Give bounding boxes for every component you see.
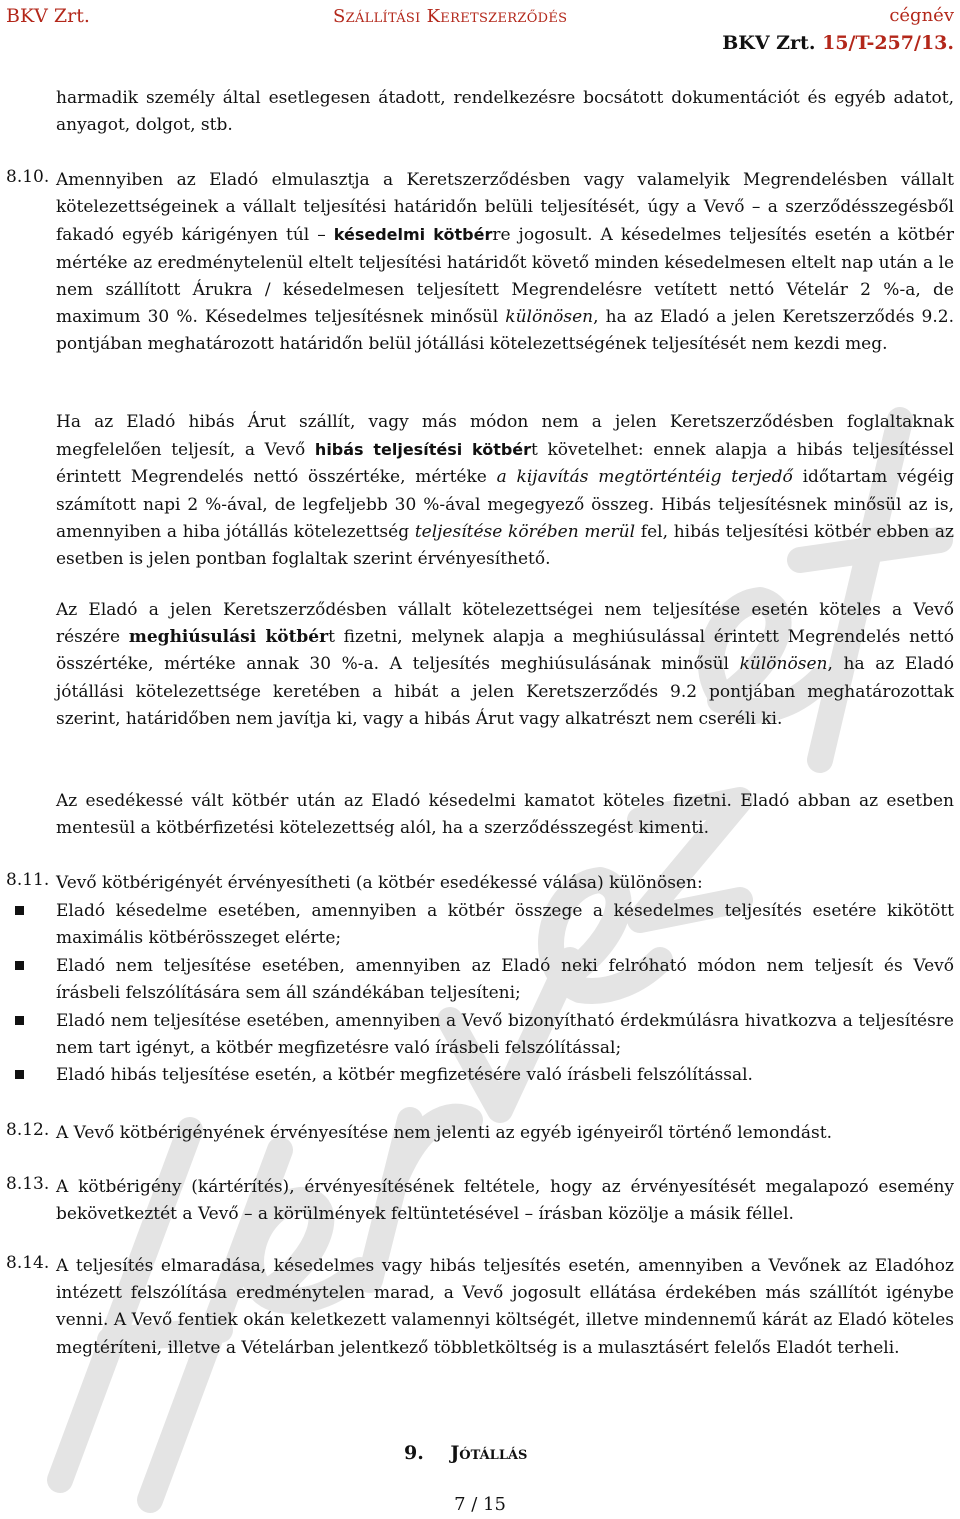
clause-8-10-p2 xyxy=(56,409,954,573)
clause-8-14: A teljesítés elmaradása, késedelmes vagy hibás teljesítés esetén, amennyiben a Vevőnek az Eladóhoz intézett felszólítása eredménytelen marad, a Vevő jogosult ellátása érdekében más szállítót igénybe venni. A Vevő fentiek okán keletkezett valamennyi költségét, illetve mindennemű kárát az Eladó köteles megtéríteni, illetve a Vételárban jelentkező többletköltség is a mulasztásért felelős Eladót terheli. xyxy=(56,1256,954,1358)
italic-term: különösen xyxy=(739,654,828,675)
clause-8-12: A Vevő kötbérigényének érvényesítése nem jelenti az egyéb igényeiről történő lemondást. xyxy=(56,1123,833,1143)
italic-term: a kijavítás megtörténtéig terjedő xyxy=(496,467,793,488)
list-item xyxy=(56,953,954,1008)
section-number: 9. xyxy=(404,1442,424,1464)
text: , ha az Eladó jótállási kötelezettsége keretében a hibát a jelen Keretszerződés 9.2 pontjában meghatározottak szerint, határidőben nem javítja ki, vagy a hibás Árut vagy alkatrészt nem cseréli ki. xyxy=(56,654,955,729)
intro-paragraph: harmadik személy által esetlegesen átadott, rendelkezésre bocsátott dokumentációt és egyéb adatot, anyagot, dolgot, stb. xyxy=(56,88,954,136)
header-company: BKV Zrt. xyxy=(6,5,90,27)
header-contract-id xyxy=(722,32,954,54)
clause-number-8-11: 8.11. xyxy=(6,870,50,890)
bullet-square-icon xyxy=(15,1070,24,1079)
list-item-text: Eladó nem teljesítése esetében, amennyiben a Vevő bizonyítható érdekmúlásra hivatkozva a teljesítésre nem tart igényt, a kötbér megfizetésre való írásbeli felszólítással; xyxy=(56,1010,954,1059)
italic-term: különösen xyxy=(505,307,594,328)
text: , ha az Eladó a jelen Keretszerződés 9.2. pontjában meghatározott határidőn belül jótállási kötelezettségének teljesítését nem kezdi meg. xyxy=(56,307,954,355)
section-title: Jótállás xyxy=(450,1442,528,1464)
clause-8-13: A kötbérigény (kártérítés), érvényesítésének feltétele, hogy az érvényesítését megalapozó esemény bekövetkeztét a Vevő – a körülmények feltüntetésével – írásban közölje a másik féllel. xyxy=(56,1177,954,1225)
text: t fizetni, melynek alapja a meghiúsulással érintett Megrendelés nettó összértéke, mértéke annak 30 %-a. A teljesítés meghiúsulásának minősül xyxy=(56,627,954,675)
header-tag: cégnév xyxy=(889,5,954,26)
page-header xyxy=(0,0,960,60)
list-item-text: Eladó késedelme esetében, amennyiben a kötbér összege a késedelmes teljesítés esetére kikötött maximális kötbérösszeget elérte; xyxy=(56,901,954,949)
list-item-text: Eladó hibás teljesítése esetén, a kötbér megfizetésére való írásbeli felszólítással. xyxy=(56,1065,753,1086)
clause-8-10-p1 xyxy=(56,167,954,358)
bullet-square-icon xyxy=(15,906,24,915)
text: t követelhet: ennek alapja a hibás teljesítéssel érintett Megrendelés nettó összértéke, mértéke xyxy=(56,440,954,488)
clause-8-10-p3 xyxy=(56,597,954,733)
clause-number-8-13: 8.13. xyxy=(6,1174,50,1194)
list-item-text: Eladó nem teljesítése esetében, amennyiben az Eladó neki felróható módon nem teljesít és Vevő írásbeli felszólítására sem áll szándékában teljesíteni; xyxy=(56,955,954,1004)
text: Ha az Eladó hibás Árut szállít, vagy más módon nem a jelen Keretszerződésben foglaltaknak megfelelően teljesít, a Vevő xyxy=(56,412,954,461)
text: Az Eladó a jelen Keretszerződésben vállalt kötelezettségei nem teljesítése esetén köteles a Vevő részére xyxy=(56,600,954,648)
bold-term: meghiúsulási kötbér xyxy=(128,627,329,648)
clause-number-8-10: 8.10. xyxy=(6,167,50,187)
text: időtartam végéig számított napi 2 %-ával, de legfeljebb 30 %-ával megegyező összeg. Hibás teljesítésnek minősül az is, amennyiben a hiba jótállás kötelezettség xyxy=(56,467,955,542)
clause-number-8-14: 8.14. xyxy=(6,1253,50,1273)
bullet-square-icon xyxy=(15,961,24,970)
bold-term: késedelmi kötbér xyxy=(333,225,493,245)
header-title: Szállítási Keretszerződés xyxy=(333,6,568,27)
header-id-number: 15/T-257/13. xyxy=(822,32,954,54)
bullet-square-icon xyxy=(15,1016,24,1025)
list-item xyxy=(56,898,954,953)
clause-8-10-p4: Az esedékessé vált kötbér után az Eladó késedelmi kamatot köteles fizetni. Eladó abban az esetben mentesül a kötbérfizetési kötelezettség alól, ha a szerződésszegést kimenti. xyxy=(56,791,954,839)
header-id-prefix: BKV Zrt. xyxy=(722,32,823,54)
section-heading xyxy=(404,1442,527,1464)
list-item xyxy=(56,1062,954,1089)
clause-number-8-12: 8.12. xyxy=(6,1120,50,1140)
bold-term: hibás teljesítési kötbér xyxy=(314,440,532,460)
italic-term: teljesítése körében merül xyxy=(414,521,636,542)
text: re jogosult. A késedelmes teljesítés esetén a kötbér mértéke az eredménytelenül eltelt teljesítési határidőt követő minden késedelmesen eltelt nap után a le nem szállított Árukra / késedelmesen teljesített Megrendelésre vetített nettó Vételár 2 %-a, de maximum 30 %. Késedelmes teljesítésnek minősül xyxy=(56,225,954,328)
text: Amennyiben az Eladó elmulasztja a Keretszerződésben vagy valamelyik Megrendelésben vállalt kötelezettségeinek a vállalt teljesítési határidőn belüli teljesítését, úgy a Vevő – a szerződésszegésből fakadó egyéb kárigényen túl – xyxy=(56,170,954,246)
text: fel, hibás teljesítési kötbér ebben az esetben is jelen pontban foglaltak szerint érvényesíthető. xyxy=(56,521,955,570)
list-item xyxy=(56,1008,954,1063)
clause-8-11-list xyxy=(56,898,954,1090)
clause-8-11-lead: Vevő kötbérigényét érvényesítheti (a kötbér esedékessé válása) különösen: xyxy=(56,873,703,893)
page-number: 7 / 15 xyxy=(454,1494,506,1515)
